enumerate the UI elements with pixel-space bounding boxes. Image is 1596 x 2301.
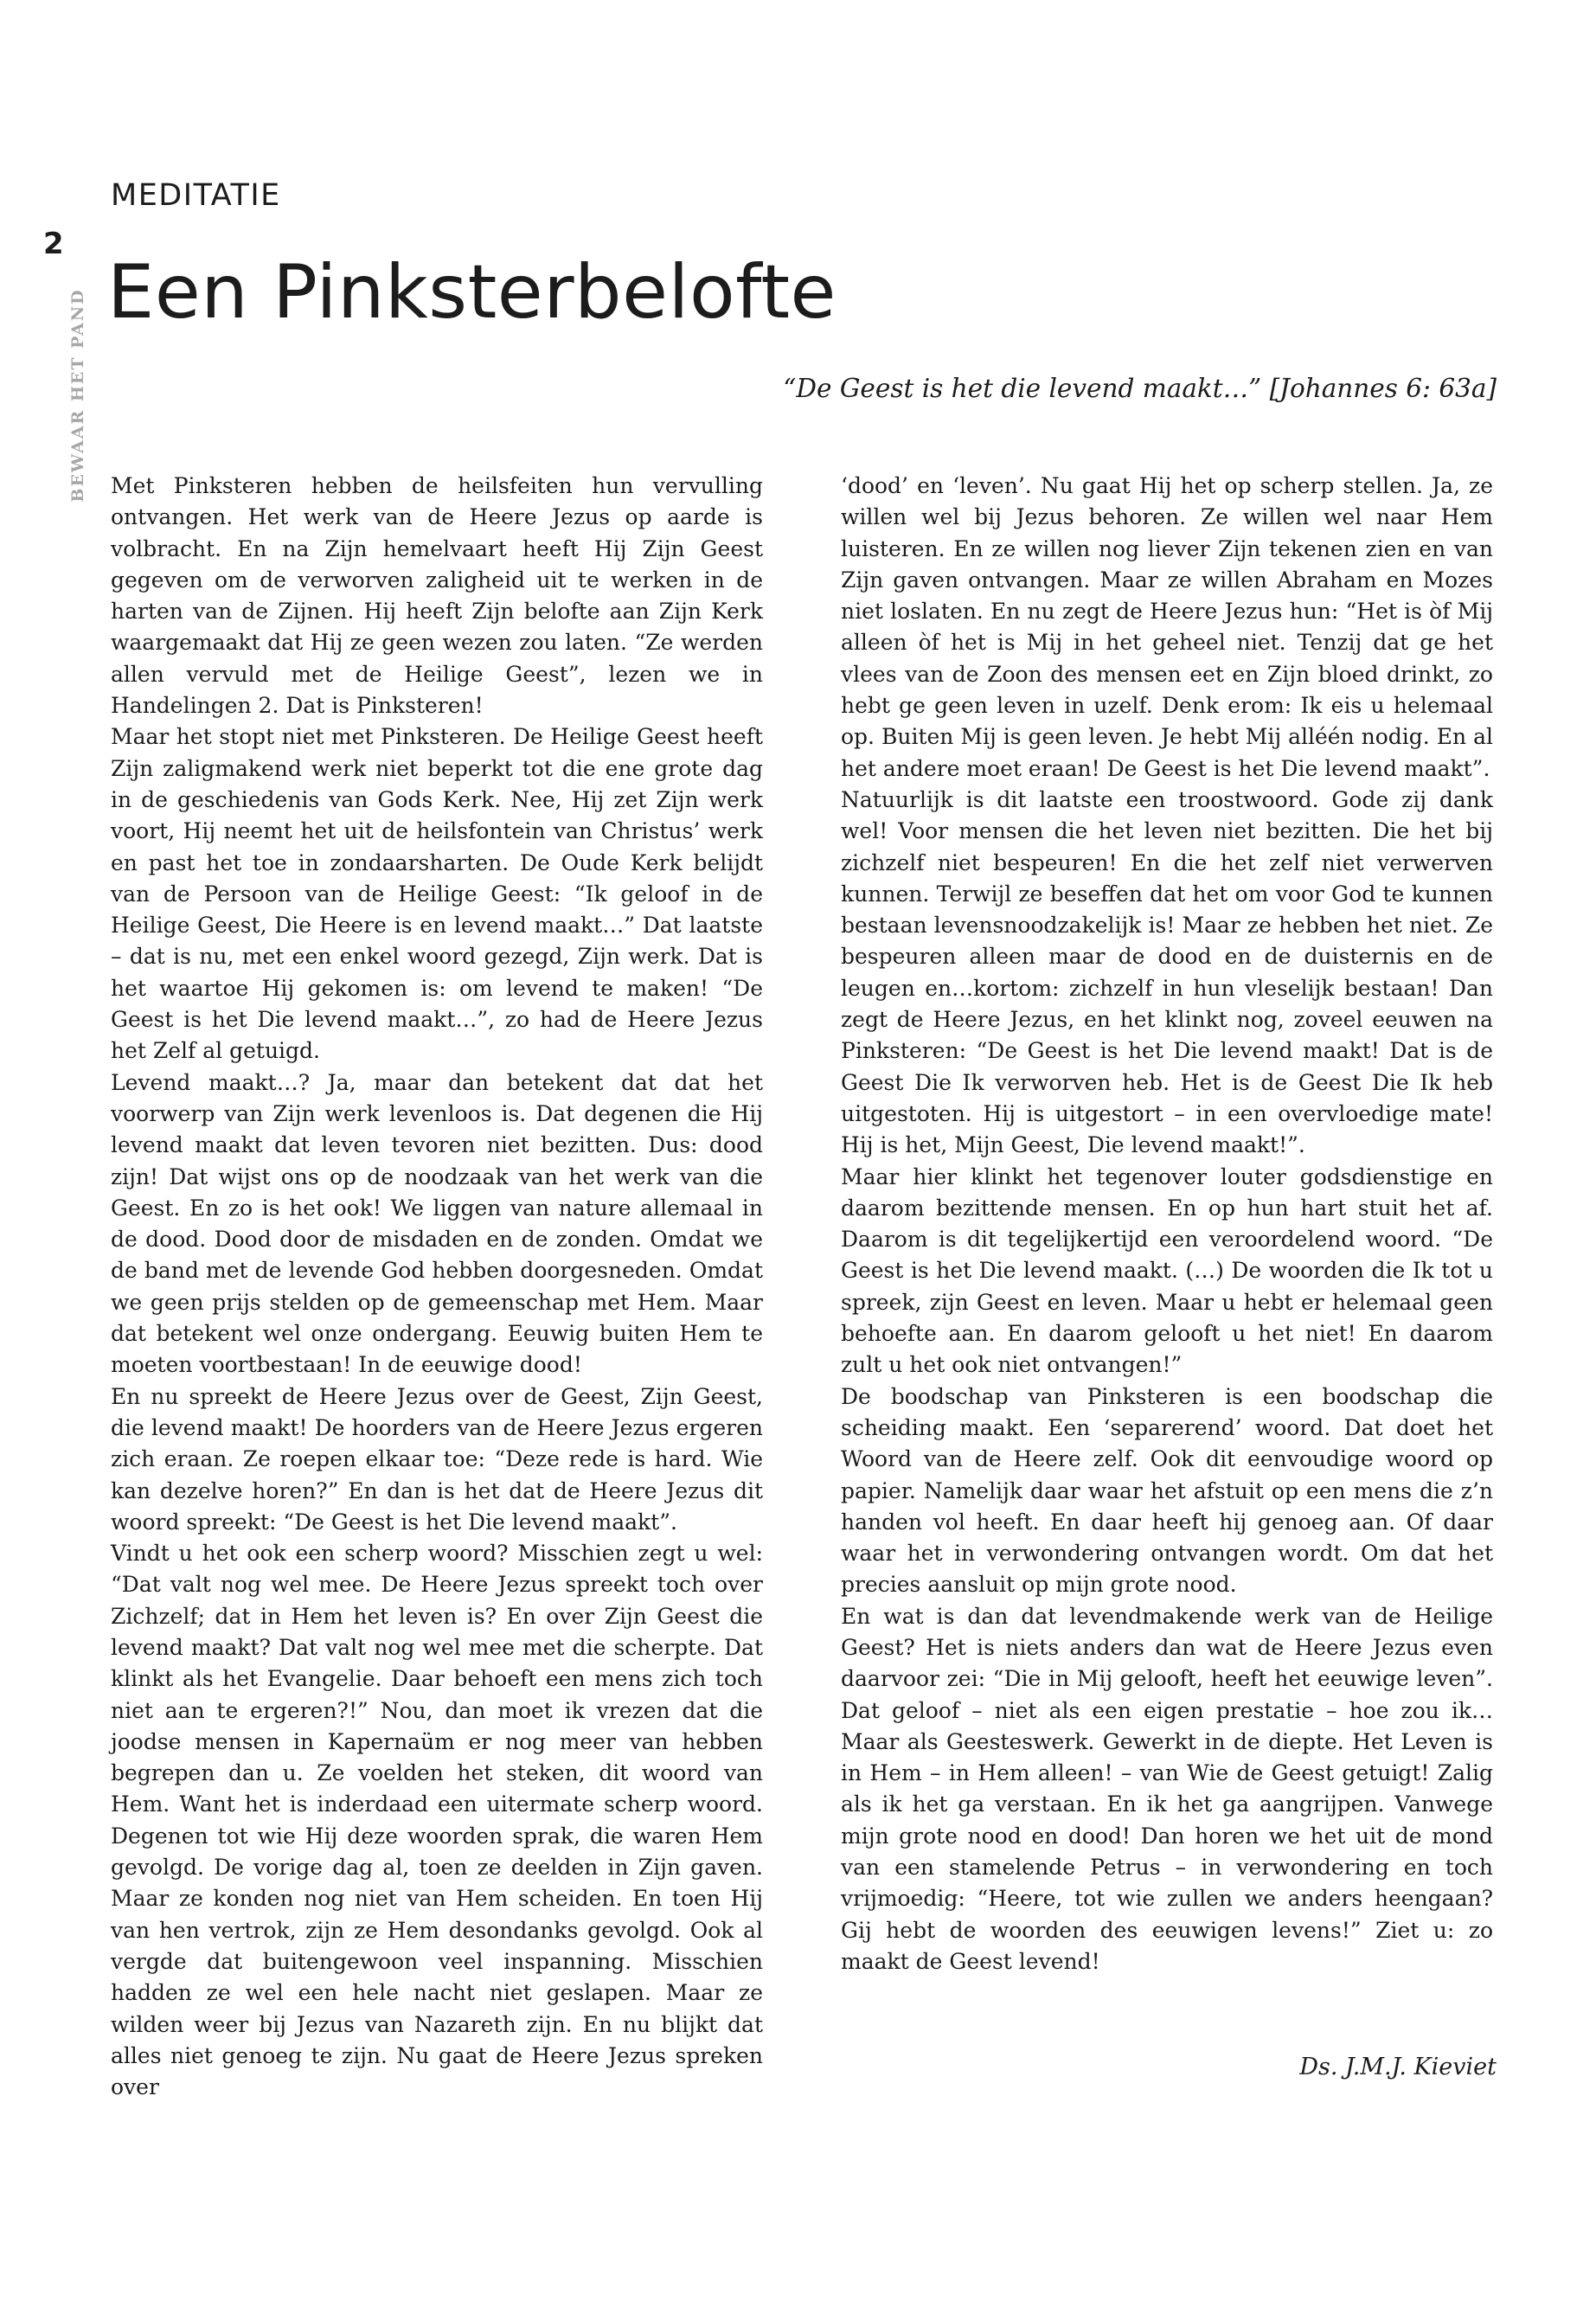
running-head — [61, 287, 95, 503]
paragraph: En nu spreekt de Heere Jezus over de Geest, Zijn Geest, die levend maakt! De hoorders van de Heere Jezus ergeren zich eraan. Ze roepen elkaar toe: “Deze rede is hard. Wie kan dezelve horen?” En dan is het dat de Heere Jezus dit woord spreekt: “De Geest is het Die levend maakt”. — [111, 1383, 763, 1535]
paragraph: De boodschap van Pinksteren is een boodschap die scheiding maakt. Een ‘separerend’ woord. Dat doet het Woord van de Heere zelf. Ook dit eenvoudige woord op papier. Namelijk daar waar het afstuit op een mens die z’n handen vol heeft. En daar heeft hij genoeg aan. Of daar waar het in verwondering ontvangen wordt. Om dat het precies aansluit op mijn grote nood. — [841, 1383, 1493, 1598]
article-right-column — [841, 471, 1493, 1977]
epigraph: “De Geest is het die levend maakt…” [Johannes 6: 63a] — [783, 374, 1497, 403]
running-head-text: BEWAAR HET PAND — [68, 288, 87, 503]
paragraph: Maar hier klinkt het tegenover louter godsdienstige en daarom bezittende mensen. En op hun hart stuit het af. Daarom is dit tegelijkertijd een veroordelend woord. “De Geest is het Die levend maakt. (…) De woorden die Ik tot u spreek, zijn Geest en leven. Maar u hebt er helemaal geen behoefte aan. En daarom gelooft u het niet! En daarom zult u het ook niet ontvangen!” — [841, 1163, 1493, 1378]
paragraph: Maar het stopt niet met Pinksteren. De Heilige Geest heeft Zijn zaligmakend werk niet beperkt tot die ene grote dag in de geschiedenis van Gods Kerk. Nee, Hij zet Zijn werk voort, Hij neemt het uit de heilsfontein van Christus’ werk en past het toe in zondaarsharten. De Oude Kerk belijdt van de Persoon van de Heilige Geest: “Ik geloof in de Heilige Geest, Die Heere is en levend maakt…” Dat laatste – dat is nu, met een enkel woord gezegd, Zijn werk. Dat is het waartoe Hij gekomen is: om levend te maken! “De Geest is het Die levend maakt…”, zo had de Heere Jezus het Zelf al getuigd. — [111, 724, 763, 1064]
paragraph: Natuurlijk is dit laatste een troostwoord. Gode zij dank wel! Voor mensen die het leven niet bezitten. Die het bij zichzelf niet bespeuren! En die het zelf niet verwerven kunnen. Terwijl ze beseffen dat het om voor God te kunnen bestaan levensnoodzakelijk is! Maar ze hebben het niet. Ze bespeuren alleen maar de dood en de duisternis en de leugen en…kortom: zichzelf in hun vleselijk bestaan! Dan zegt de Heere Jezus, en het klinkt nog, zoveel eeuwen na Pinksteren: “De Geest is het Die levend maakt! Dat is de Geest Die Ik verworven heb. Het is de Geest Die Ik heb uitgestoten. Hij is uitgestort – in een overvloedige mate! Hij is het, Mijn Geest, Die levend maakt!”. — [841, 786, 1493, 1158]
article-title: Een Pinksterbelofte — [107, 249, 836, 336]
paragraph: Met Pinksteren hebben de heilsfeiten hun vervulling ontvangen. Het werk van de Heere Jezus op aarde is volbracht. En na Zijn hemelvaart heeft Hij Zijn Geest gegeven om de verworven zaligheid uit te werken in de harten van de Zijnen. Hij heeft Zijn belofte aan Zijn Kerk waargemaakt dat Hij ze geen wezen zou laten. “Ze werden allen vervuld met de Heilige Geest”, lezen we in Handelingen 2. Dat is Pinksteren! — [111, 473, 763, 719]
paragraph: Levend maakt…? Ja, maar dan betekent dat dat het voorwerp van Zijn werk levenloos is. Dat degenen die Hij levend maakt dat leven tevoren niet bezitten. Dus: dood zijn! Dat wijst ons op de noodzaak van het werk van die Geest. En zo is het ook! We liggen van nature allemaal in de dood. Dood door de misdaden en de zonden. Omdat we de band met de levende God hebben doorgesneden. Omdat we geen prijs stelden op de gemeenschap met Hem. Maar dat betekent wel onze ondergang. Eeuwig buiten Hem te moeten voortbestaan! In de eeuwige dood! — [111, 1069, 763, 1378]
author-signature: Ds. J.M.J. Kieviet — [1299, 2054, 1497, 2080]
section-label: MEDITATIE — [111, 178, 281, 213]
page-number: 2 — [43, 227, 64, 261]
paragraph: En wat is dan dat levendmakende werk van de Heilige Geest? Het is niets anders dan wat de Heere Jezus even daarvoor zei: “Die in Mij gelooft, heeft het eeuwige leven”. Dat geloof – niet als een eigen prestatie – hoe zou ik… Maar als Geesteswerk. Gewerkt in de diepte. Het Leven is in Hem – in Hem alleen! – van Wie de Geest getuigt! Zalig als ik het ga verstaan. En ik het ga aangrijpen. Vanwege mijn grote nood en dood! Dan horen we het uit de mond van een stamelende Petrus – in verwondering en toch vrijmoedig: “Heere, tot wie zullen we anders heengaan? Gij hebt de woorden des eeuwigen levens!” Ziet u: zo maakt de Geest levend! — [841, 1603, 1493, 1974]
paragraph: ‘dood’ en ‘leven’. Nu gaat Hij het op scherp stellen. Ja, ze willen wel bij Jezus behoren. Ze willen wel naar Hem luisteren. En ze willen nog liever Zijn tekenen zien en van Zijn gaven ontvangen. Maar ze willen Abraham en Mozes niet loslaten. En nu zegt de Heere Jezus hun: “Het is òf Mij alleen òf het is Mij in het geheel niet. Tenzij dat ge het vlees van de Zoon des mensen eet en Zijn bloed drinkt, zo hebt ge geen leven in uzelf. Denk erom: Ik eis u helemaal op. Buiten Mij is geen leven. Je hebt Mij alléén nodig. En al het andere moet eraan! De Geest is het Die levend maakt”. — [841, 473, 1493, 781]
article-left-column — [111, 471, 763, 2103]
paragraph: Vindt u het ook een scherp woord? Misschien zegt u wel: “Dat valt nog wel mee. De Heere Jezus spreekt toch over Zichzelf; dat in Hem het leven is? En over Zijn Geest die levend maakt? Dat valt nog wel mee met die scherpte. Dat klinkt als het Evangelie. Daar behoeft een mens zich toch niet aan te ergeren?!” Nou, dan moet ik vrezen dat die joodse mensen in Kapernaüm er nog meer van hebben begrepen dan u. Ze voelden het steken, dit woord van Hem. Want het is inderdaad een uitermate scherp woord. Degenen tot wie Hij deze woorden sprak, die waren Hem gevolgd. De vorige dag al, toen ze deelden in Zijn gaven. Maar ze konden nog niet van Hem scheiden. En toen Hij van hen vertrok, zijn ze Hem desondanks gevolgd. Ook al vergde dat buitengewoon veel inspanning. Misschien hadden ze wel een hele nacht niet geslapen. Maar ze wilden weer bij Jezus van Nazareth zijn. En nu blijkt dat alles niet genoeg te zijn. Nu gaat de Heere Jezus spreken over — [111, 1541, 763, 2100]
